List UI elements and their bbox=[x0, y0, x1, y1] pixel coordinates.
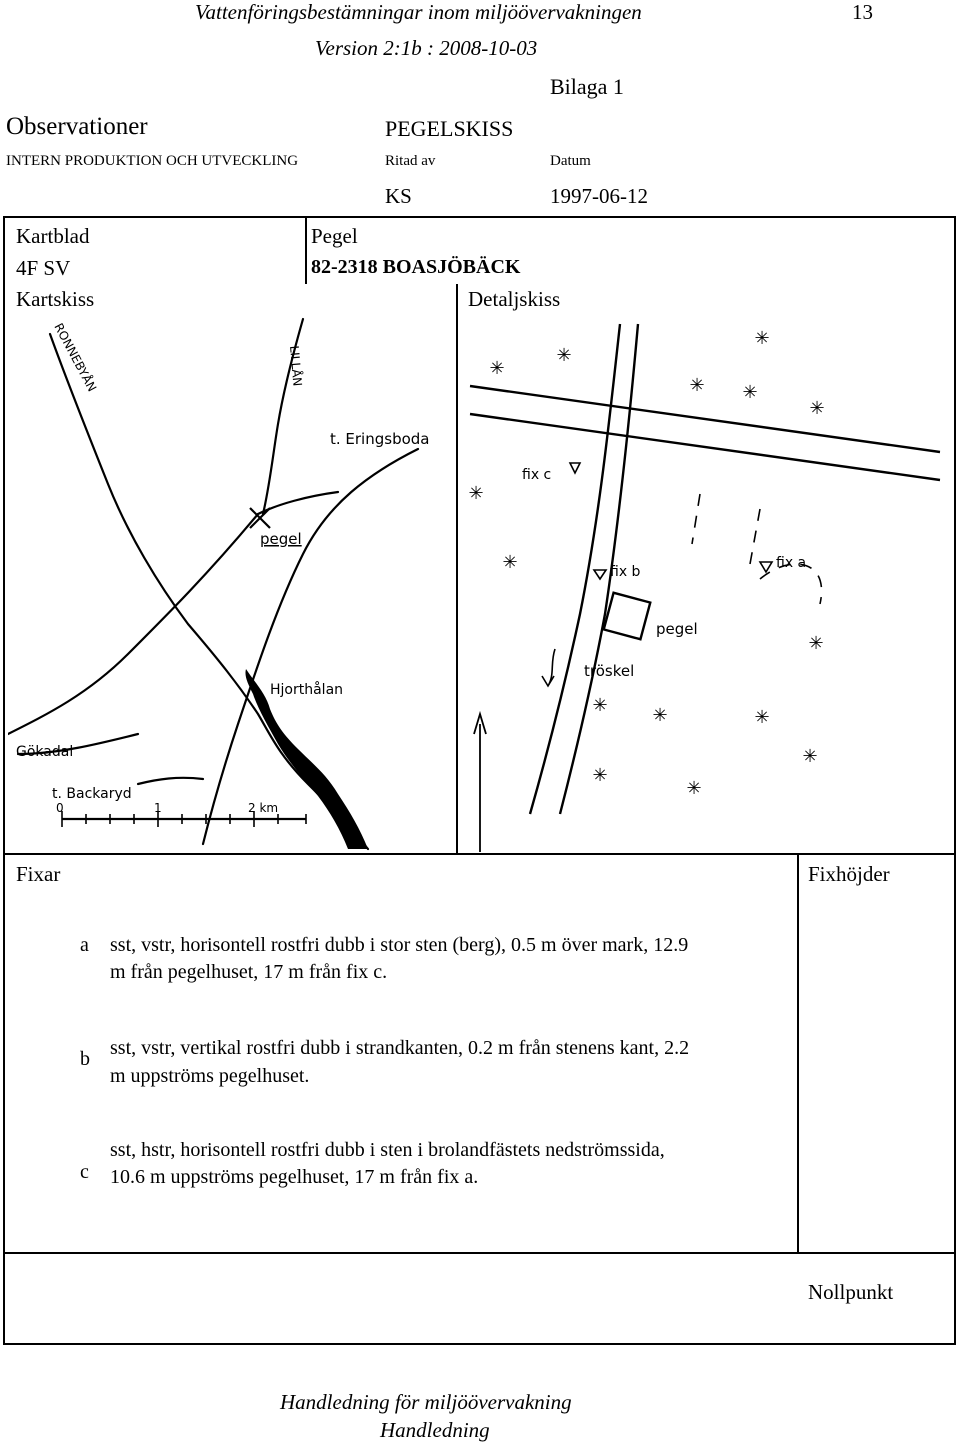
detail-sketch-label: Detaljskiss bbox=[468, 287, 561, 311]
page-number: 13 bbox=[852, 0, 873, 24]
drawn-by-label: Ritad av bbox=[385, 153, 436, 169]
tree-icon: ✳ bbox=[652, 705, 668, 726]
fix-c-marker bbox=[570, 463, 580, 473]
label-lillan: LILLÅN bbox=[287, 345, 305, 387]
scale-0: 0 bbox=[56, 801, 64, 815]
detail-sketch bbox=[460, 314, 954, 852]
fix-a-desc-2: m från pegelhuset, 17 m från fix c. bbox=[110, 961, 388, 983]
north-arrow-icon bbox=[474, 714, 486, 852]
fix-label: Fixar bbox=[16, 862, 61, 886]
tree-icon: ✳ bbox=[502, 552, 518, 573]
scale-1: 1 bbox=[154, 801, 162, 815]
tree-icon: ✳ bbox=[809, 398, 825, 419]
fence-dashed-1 bbox=[692, 494, 700, 544]
fix-c-desc-1: sst, hstr, horisontell rostfri dubb i sten i brolandfästets nedströmssida, bbox=[110, 1139, 665, 1161]
map-sketch bbox=[8, 314, 454, 852]
label-hjorthalan: Hjorthålan bbox=[270, 682, 344, 698]
tree-icon: ✳ bbox=[689, 375, 705, 396]
tree-icon: ✳ bbox=[754, 328, 770, 349]
map-sketch-label: Kartskiss bbox=[16, 287, 95, 311]
footer-line-1: Handledning för miljöövervakning bbox=[280, 1390, 572, 1414]
label-fix-b: fix b bbox=[610, 564, 641, 580]
version-line: Version 2:1b : 2008-10-03 bbox=[315, 36, 538, 60]
zero-point-label: Nollpunkt bbox=[808, 1280, 894, 1304]
tree-icon: ✳ bbox=[808, 633, 824, 654]
road-west bbox=[8, 514, 258, 734]
tree-icon: ✳ bbox=[468, 483, 484, 504]
fix-b-marker bbox=[594, 570, 606, 579]
map-sheet-label: Kartblad bbox=[16, 224, 90, 248]
org-dept: INTERN PRODUKTION OCH UTVECKLING bbox=[6, 153, 299, 169]
tree-icon: ✳ bbox=[592, 695, 608, 716]
tree-icon: ✳ bbox=[556, 345, 572, 366]
gauge-house bbox=[604, 593, 651, 640]
running-title: Vattenföringsbestämningar inom miljöövervakningen bbox=[195, 0, 642, 24]
org-name: Observationer bbox=[6, 113, 148, 140]
gauge-label: Pegel bbox=[311, 224, 358, 248]
road-east bbox=[258, 492, 338, 514]
label-eringsboda: t. Eringsboda bbox=[330, 430, 430, 448]
fix-a-marker bbox=[760, 562, 772, 572]
tree-icon: ✳ bbox=[802, 746, 818, 767]
label-fix-c: fix c bbox=[522, 467, 552, 483]
form-divider-sketch bbox=[456, 284, 458, 854]
label-ronnebyan: RONNEBYÅN bbox=[51, 320, 100, 395]
sketch-title: PEGELSKISS bbox=[385, 116, 514, 141]
label-fix-a: fix a bbox=[776, 555, 807, 571]
fix-c-letter: c bbox=[80, 1161, 89, 1183]
fix-b-desc-1: sst, vstr, vertikal rostfri dubb i strandkanten, 0.2 m från stenens kant, 2.2 bbox=[110, 1037, 690, 1059]
form-divider-heights bbox=[797, 853, 799, 1253]
fix-c-desc-2: 10.6 m uppströms pegelhuset, 17 m från fix a. bbox=[110, 1166, 479, 1188]
road-bridge-top bbox=[470, 386, 940, 452]
form-rule-fixar bbox=[3, 853, 956, 855]
fix-heights-label: Fixhöjder bbox=[808, 862, 890, 886]
fix-b-desc-2: m uppströms pegelhuset. bbox=[110, 1065, 310, 1087]
label-gauge-detail: pegel bbox=[656, 620, 698, 638]
date-value: 1997-06-12 bbox=[550, 184, 648, 208]
label-backaryd: t. Backaryd bbox=[52, 786, 132, 802]
date-label: Datum bbox=[550, 153, 591, 169]
tree-icon: ✳ bbox=[489, 358, 505, 379]
form-rule-zero bbox=[3, 1252, 956, 1254]
label-threshold: tröskel bbox=[584, 662, 635, 680]
label-gokadal: Gökadal bbox=[16, 744, 74, 760]
footer-line-2: Handledning bbox=[380, 1418, 490, 1442]
drawn-by: KS bbox=[385, 184, 412, 208]
tree-icon: ✳ bbox=[686, 778, 702, 799]
fix-a-desc-1: sst, vstr, horisontell rostfri dubb i stor sten (berg), 0.5 m över mark, 12.9 bbox=[110, 934, 689, 956]
tree-icon: ✳ bbox=[742, 382, 758, 403]
tree-icon: ✳ bbox=[592, 765, 608, 786]
fix-b-letter: b bbox=[80, 1048, 90, 1070]
map-sheet-value: 4F SV bbox=[16, 256, 71, 280]
tree-icon: ✳ bbox=[754, 707, 770, 728]
gauge-value: 82-2318 BOASJÖBÄCK bbox=[311, 256, 521, 278]
road-backaryd bbox=[138, 778, 203, 784]
form-divider-top bbox=[305, 218, 307, 284]
flow-arrow-icon bbox=[542, 649, 555, 686]
scale-2: 2 km bbox=[248, 801, 279, 815]
label-pegel: pegel bbox=[260, 530, 302, 548]
appendix-label: Bilaga 1 bbox=[550, 74, 624, 99]
fix-a-letter: a bbox=[80, 934, 89, 956]
fence-dashed-2 bbox=[750, 509, 760, 564]
